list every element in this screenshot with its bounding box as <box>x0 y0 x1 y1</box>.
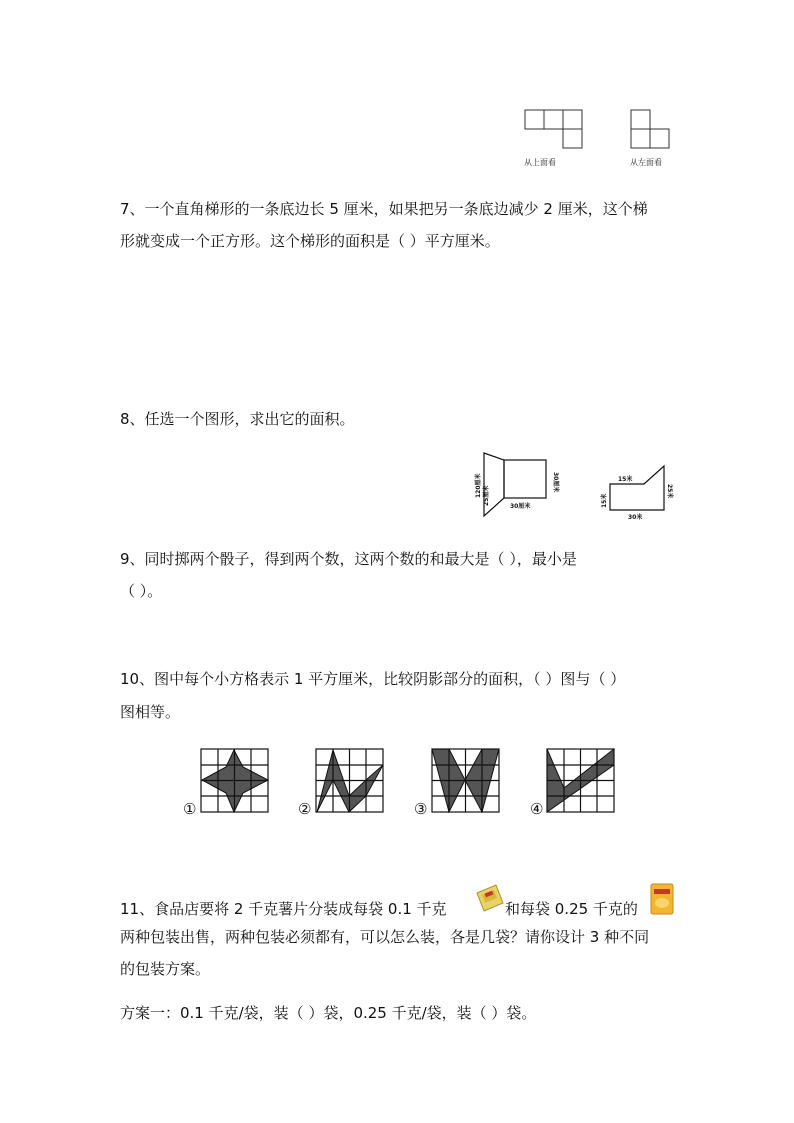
grid-figure-1 <box>200 748 270 814</box>
grid-figure-2 <box>315 748 385 814</box>
trapezoid-square-figure <box>470 448 570 522</box>
question-9-line-1: 9、同时掷两个骰子，得到两个数，这两个数的和最大是（ ），最小是 <box>120 550 577 568</box>
fig1-label-c: 30厘米 <box>510 503 531 510</box>
question-9-line-2: （ ）。 <box>120 582 163 600</box>
chips-bag-small-icon <box>474 883 506 913</box>
grid-label-2: ② <box>298 800 312 818</box>
question-11-line-2: 两种包装出售，两种包装必须都有，可以怎么装，各是几袋？请你设计 3 种不同 <box>120 928 650 946</box>
grid-label-1: ① <box>183 800 197 818</box>
fig1-label-d: 30厘米 <box>552 472 559 493</box>
grid-label-4: ④ <box>530 800 544 818</box>
chips-bag-large-icon <box>648 882 676 916</box>
fig2-label-d: 30米 <box>628 514 643 521</box>
fig2-label-c: 25米 <box>666 484 673 499</box>
grid-figure-4 <box>546 748 616 814</box>
grid-label-3: ③ <box>414 800 428 818</box>
question-10-line-2: 图相等。 <box>120 703 181 721</box>
question-11-line-1a: 11、食品店要将 2 千克薯片分装成每袋 0.1 千克 <box>120 900 447 918</box>
plan-1-line: 方案一：0.1 千克/袋，装（ ）袋，0.25 千克/袋，装（ ）袋。 <box>120 1004 537 1022</box>
fig2-label-b: 15米 <box>601 493 608 508</box>
left-view-figure <box>628 108 674 152</box>
question-8-text: 8、任选一个图形，求出它的面积。 <box>120 410 355 428</box>
top-view-figure <box>522 108 584 152</box>
question-10-line-1: 10、图中每个小方格表示 1 平方厘米，比较阴影部分的面积，（ ）图与（ ） <box>120 670 626 688</box>
pentagon-figure <box>596 462 676 524</box>
left-view-caption: 从左面看 <box>630 158 662 167</box>
fig1-label-a: 120厘米 <box>475 473 482 498</box>
fig2-label-a: 15米 <box>618 476 633 483</box>
grid-figure-3 <box>431 748 501 814</box>
question-11-line-1b: 和每袋 0.25 千克的 <box>505 900 638 918</box>
fig1-label-b: 25厘米 <box>483 485 490 506</box>
question-7-line-1: 7、一个直角梯形的一条底边长 5 厘米，如果把另一条底边减少 2 厘米，这个梯 <box>120 200 648 218</box>
top-view-caption: 从上面看 <box>524 158 556 167</box>
question-7-line-2: 形就变成一个正方形。这个梯形的面积是（ ）平方厘米。 <box>120 232 500 250</box>
question-11-line-3: 的包装方案。 <box>120 960 211 978</box>
